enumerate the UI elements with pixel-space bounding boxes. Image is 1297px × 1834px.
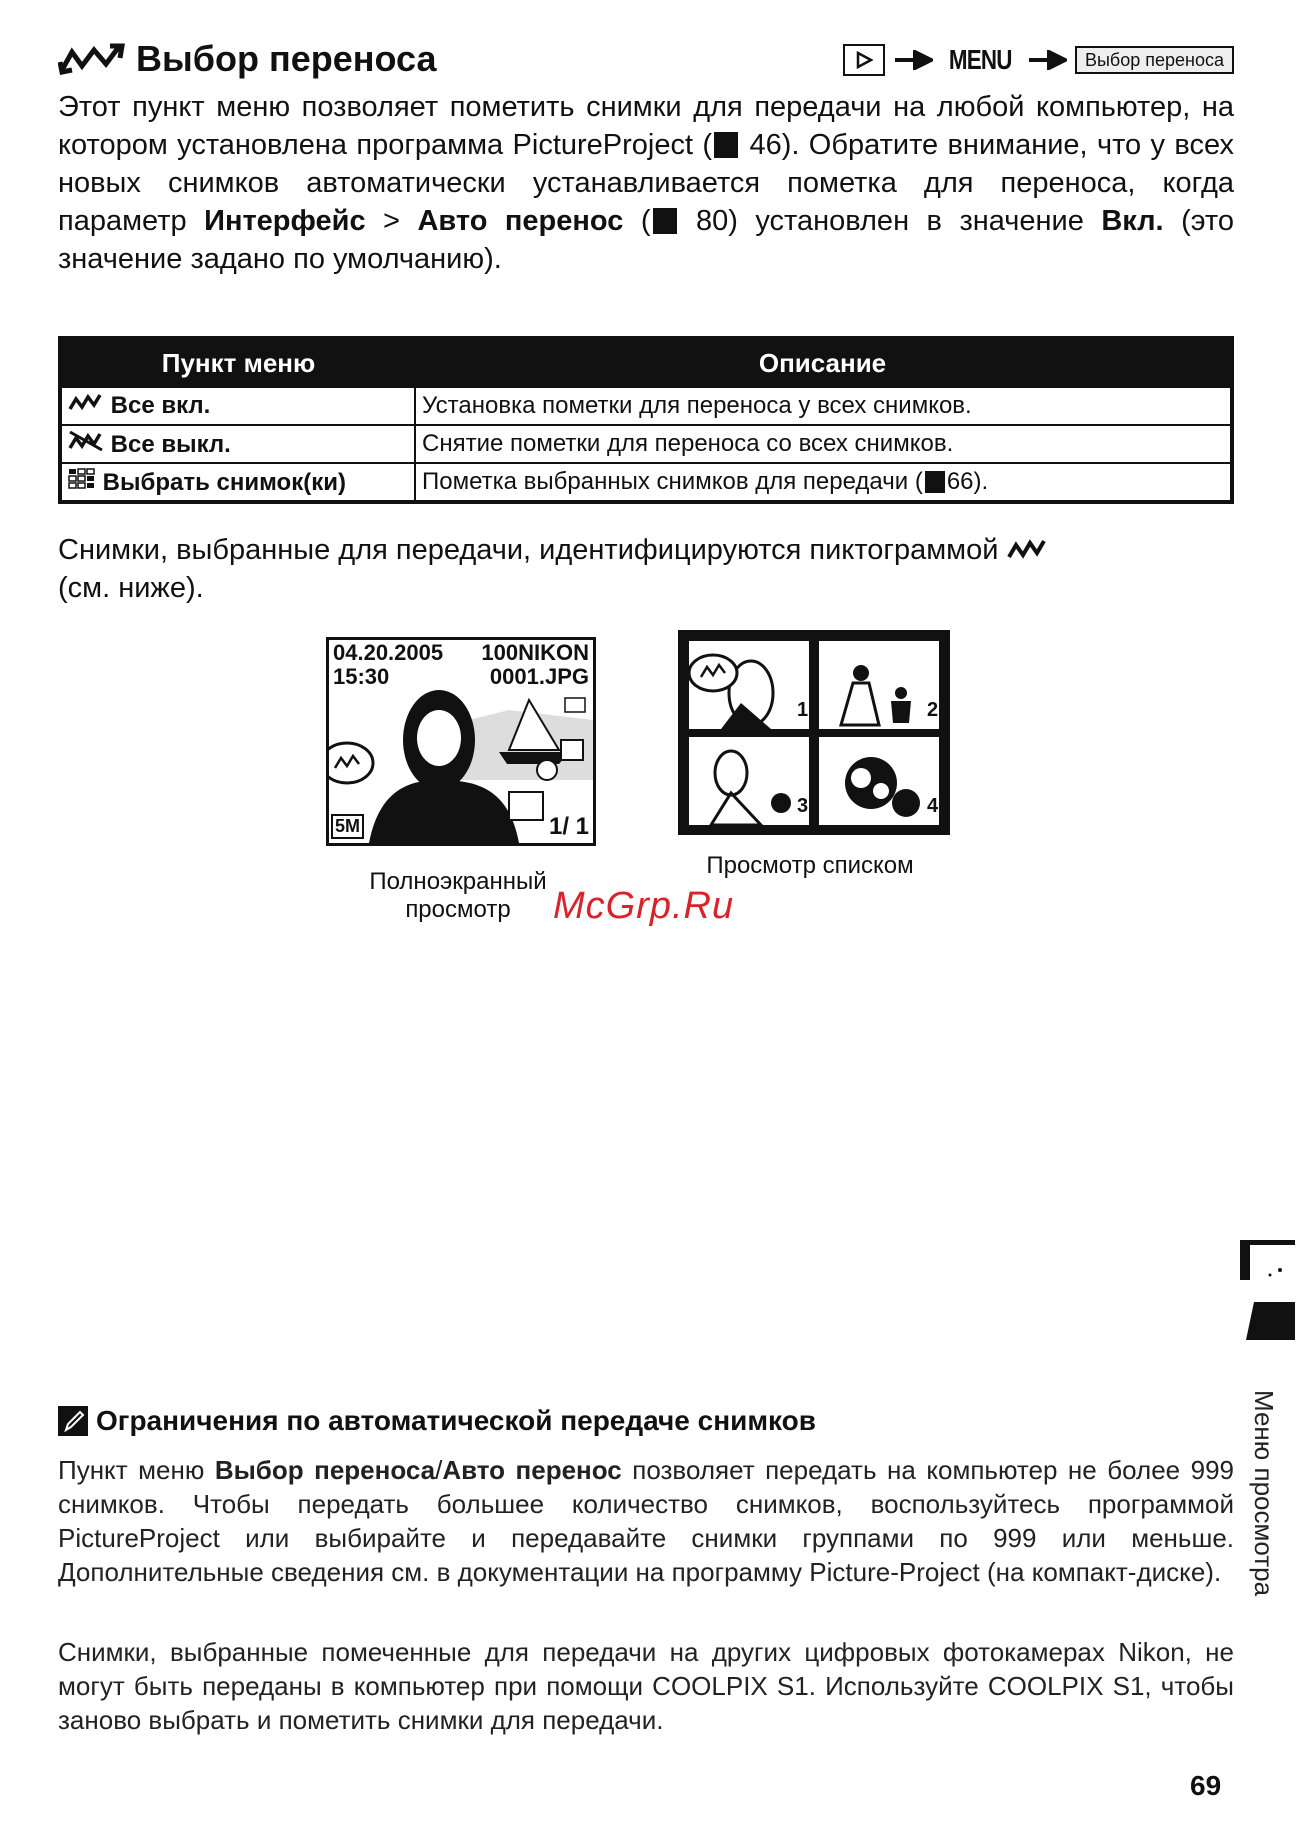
- note-paragraph: [58, 1453, 1234, 1589]
- book-ref-icon: [925, 471, 945, 493]
- table-row: [60, 387, 1232, 425]
- time-readout: 15:30: [333, 664, 390, 689]
- table-cell: [60, 463, 415, 502]
- arrow-right-icon: [893, 50, 933, 70]
- transfer-icon: [1007, 539, 1047, 561]
- identification-paragraph: [58, 531, 1234, 607]
- note-paragraph: Снимки, выбранные помеченные для передачи на других цифровых фотокамерах Nikon, не могут быть переданы в компьютер при помощи COOLPIX S1. Используйте COOLPIX S1, чтобы заново выбрать и пометить снимки для передачи.: [58, 1637, 1234, 1735]
- item-label: Все вкл.: [110, 392, 211, 419]
- intro-text: >: [365, 205, 418, 237]
- table-header: Описание: [415, 338, 1232, 387]
- section-label: Меню просмотра: [1249, 1390, 1279, 1597]
- thumb-number: 2: [927, 699, 939, 721]
- pencil-note-icon: [58, 1406, 88, 1436]
- intro-bold: Интерфейс: [204, 205, 366, 237]
- thumb-number: 4: [927, 795, 939, 817]
- menu-table: [58, 336, 1234, 504]
- page-number: 69: [1190, 1770, 1222, 1801]
- file-readout: 0001.JPG: [489, 664, 589, 689]
- breadcrumb: [843, 44, 1234, 76]
- folder-readout: 100NIKON: [481, 640, 589, 665]
- intro-bold: Авто перенос: [417, 205, 624, 237]
- image-size-badge: 5M: [331, 814, 364, 839]
- book-ref-icon: [714, 132, 738, 158]
- table-cell: [60, 387, 415, 425]
- identification-text: Снимки, выбранные для передачи, идентифицируются пиктограммой: [58, 534, 999, 566]
- date-readout: 04.20.2005: [333, 640, 444, 665]
- intro-text: Этот пункт меню позволяет пометить снимки для передачи на любой компьютер, на котором установлена программа PictureProject (: [58, 91, 1234, 161]
- intro-text: (: [623, 205, 651, 237]
- table-row: [60, 463, 1232, 502]
- transfer-icon: [58, 42, 128, 76]
- desc-text: 66).: [946, 468, 989, 495]
- menu-item-tag: Выбор переноса: [1075, 46, 1234, 74]
- thumbnail-grid-icon: [68, 468, 96, 490]
- watermark: McGrp.Ru: [553, 885, 735, 927]
- table-row: [60, 425, 1232, 463]
- intro-text: (это значение задано по умолчанию).: [58, 205, 1234, 275]
- table-header: Пункт меню: [60, 338, 415, 387]
- full-frame-screen: [326, 637, 596, 846]
- note-bold: Выбор переноса: [214, 1455, 436, 1485]
- full-frame-caption: Полноэкранный просмотр: [369, 868, 547, 923]
- note-text: /: [435, 1455, 443, 1485]
- identification-text: (см. ниже).: [58, 572, 204, 604]
- note-title-text: Ограничения по автоматической передаче снимков: [96, 1405, 817, 1436]
- title-row: [58, 38, 1234, 88]
- note-text: позволяет передать на компьютер не более 999 снимков. Чтобы передать большее количество снимков, воспользуйтесь программой PictureProject или выбирайте и передавайте снимки группами по 999 или меньше. Дополнительные сведения см. в документации на программу Picture-Project (на компакт-диске).: [58, 1455, 1235, 1587]
- page-title-text: Выбор переноса: [136, 38, 437, 79]
- thumbnail-screen: [678, 630, 950, 835]
- thumb-number: 3: [797, 795, 809, 817]
- item-label: Все выкл.: [110, 430, 231, 458]
- note-text: Пункт меню: [58, 1455, 215, 1485]
- book-ref-icon: [653, 208, 677, 234]
- table-cell: [60, 425, 415, 463]
- intro-paragraph: [58, 88, 1234, 278]
- frame-counter: 1/ 1: [548, 813, 589, 840]
- item-label: Выбрать снимок(ки): [102, 468, 346, 496]
- table-cell: [415, 463, 1232, 502]
- intro-bold: Вкл.: [1101, 205, 1164, 237]
- intro-text: 80) установлен в значение: [678, 205, 1102, 237]
- page-title: [58, 38, 436, 80]
- thumbnail-caption: Просмотр списком: [706, 852, 914, 879]
- table-cell: Установка пометки для переноса у всех снимков.: [415, 387, 1232, 425]
- section-tab: [1240, 1240, 1295, 1350]
- playback-icon: [843, 44, 885, 76]
- intro-text: 46). Обратите внимание, что у всех новых снимков автоматически устанавливается пометка для переноса, когда параметр: [58, 129, 1234, 237]
- thumb-number: 1: [797, 699, 809, 721]
- menu-label: MENU: [948, 44, 1012, 75]
- desc-text: Пометка выбранных снимков для передачи (: [422, 468, 923, 495]
- transfer-icon: [68, 393, 104, 413]
- transfer-off-icon: [68, 430, 104, 452]
- table-header-row: [60, 338, 1232, 387]
- note-title: [58, 1405, 816, 1437]
- arrow-right-icon: [1027, 50, 1067, 70]
- table-cell: Снятие пометки для переноса со всех снимков.: [415, 425, 1232, 463]
- note-bold: Авто перенос: [442, 1455, 622, 1485]
